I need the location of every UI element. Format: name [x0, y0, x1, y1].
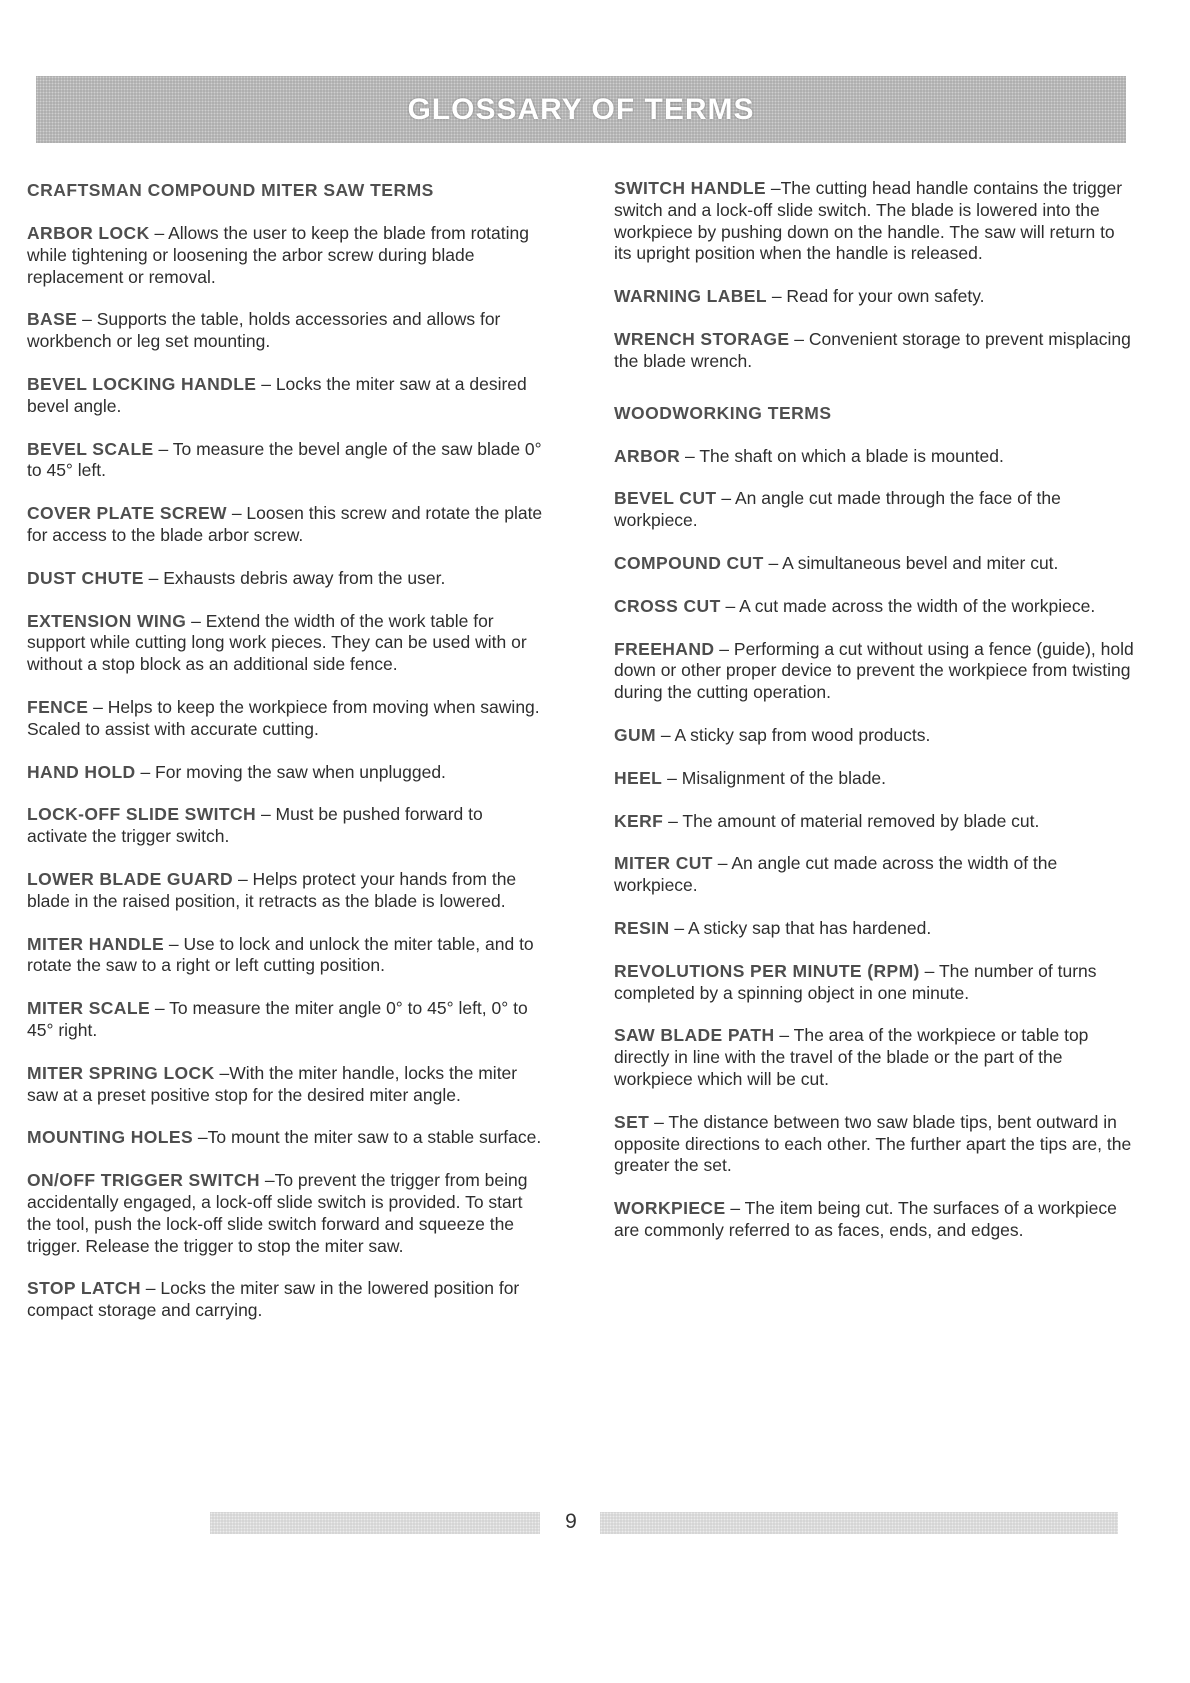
glossary-term: COMPOUND CUT [614, 552, 764, 573]
glossary-definition: – Allows the user to keep the blade from rotating while tightening or loosening the arbor screw during blade replacement or removal. [27, 223, 529, 287]
glossary-definition: – The number of turns completed by a spinning object in one minute. [614, 960, 1097, 1003]
glossary-definition: – Misalignment of the blade. [662, 767, 887, 788]
glossary-definition: –The cutting head handle contains the trigger switch and a lock-off slide switch. The blade is lowered into the workpiece by pushing down on the handle. The saw will return to its upright position when the handle is released. [614, 178, 1123, 264]
glossary-term: SWITCH HANDLE [614, 178, 766, 198]
glossary-entry [614, 1198, 1134, 1242]
glossary-entry [614, 639, 1134, 704]
glossary-entry [27, 223, 547, 288]
glossary-term: MOUNTING HOLES [27, 1127, 194, 1148]
glossary-definition: –To prevent the trigger from being accidentally engaged, a lock-off slide switch is provided. To start the tool, push the lock-off slide switch forward and squeeze the trigger. Release the trigger to stop the miter saw. [27, 1170, 528, 1256]
glossary-definition: – A simultaneous bevel and miter cut. [763, 552, 1059, 573]
glossary-definition: – To measure the bevel angle of the saw blade 0° to 45° left. [27, 438, 542, 481]
section-heading-craftsman-terms: CRAFTSMAN COMPOUND MITER SAW TERMS [27, 180, 434, 200]
glossary-term: LOCK-OFF SLIDE SWITCH [27, 804, 257, 825]
right-column [614, 178, 1134, 1263]
glossary-entry [27, 568, 547, 590]
glossary-term: GUM [614, 724, 657, 745]
glossary-definition: – Helps protect your hands from the blade in the raised position, it retracts as the blade is lowered. [27, 868, 517, 911]
glossary-term: EXTENSION WING [27, 610, 187, 631]
glossary-entry [614, 918, 1134, 940]
glossary-term: HEEL [614, 767, 663, 788]
glossary-entry [614, 853, 1134, 897]
section-heading-woodworking-terms: WOODWORKING TERMS [614, 402, 832, 423]
glossary-term: STOP LATCH [27, 1278, 141, 1299]
right-glossary-list-top [614, 178, 1134, 373]
glossary-definition: – The amount of material removed by blade cut. [663, 810, 1040, 831]
glossary-definition: – Locks the miter saw at a desired bevel angle. [27, 373, 527, 416]
glossary-definition: – Loosen this screw and rotate the plate for access to the blade arbor screw. [27, 503, 543, 545]
glossary-definition: – Performing a cut without using a fence (guide), hold down or other proper device to prevent the workpiece from twisting during the cutting operation. [614, 638, 1134, 703]
glossary-term: RESIN [614, 917, 670, 938]
glossary-definition: – A sticky sap from wood products. [656, 724, 931, 745]
glossary-entry [614, 446, 1134, 468]
glossary-entry [27, 934, 547, 978]
glossary-term: BEVEL CUT [614, 488, 717, 509]
glossary-term: MITER HANDLE [27, 933, 165, 954]
glossary-entry [614, 286, 1134, 308]
glossary-entry [614, 961, 1134, 1005]
glossary-entry [614, 1112, 1134, 1177]
glossary-definition: –With the miter handle, locks the miter saw at a preset positive stop for the desired miter angle. [27, 1062, 518, 1105]
glossary-entry [27, 1063, 547, 1107]
glossary-banner [36, 76, 1126, 143]
glossary-entry [614, 811, 1134, 833]
glossary-definition: – Read for your own safety. [766, 286, 985, 307]
glossary-term: FREEHAND [614, 638, 715, 659]
glossary-entry [614, 488, 1134, 532]
glossary-definition: – The shaft on which a blade is mounted. [680, 445, 1004, 466]
glossary-term: WORKPIECE [614, 1198, 726, 1219]
glossary-definition: – Extend the width of the work table for support while cutting long work pieces. They can be used with or without a stop block as an additional side fence. [27, 610, 527, 675]
right-glossary-list [614, 446, 1134, 1242]
glossary-entry [27, 1127, 547, 1149]
left-glossary-list [27, 223, 547, 1322]
glossary-entry [27, 309, 547, 353]
glossary-definition: – Must be pushed forward to activate the trigger switch. [27, 804, 483, 847]
glossary-term: REVOLUTIONS PER MINUTE (RPM) [614, 960, 920, 981]
footer-decoration-right [600, 1512, 1118, 1534]
glossary-definition: – The area of the workpiece or table top directly in line with the travel of the blade or the part of the workpiece which will be cut. [614, 1025, 1089, 1089]
glossary-entry [27, 762, 547, 784]
glossary-term: MITER SPRING LOCK [27, 1062, 215, 1083]
page-title: GLOSSARY OF TERMS [407, 92, 755, 126]
glossary-entry [27, 374, 547, 418]
glossary-entry [27, 503, 547, 547]
glossary-term: HAND HOLD [27, 761, 136, 782]
glossary-term: ARBOR LOCK [27, 223, 150, 243]
glossary-entry [614, 1025, 1134, 1090]
glossary-definition: – Exhausts debris away from the user. [143, 567, 446, 588]
glossary-definition: – To measure the miter angle 0° to 45° left, 0° to 45° right. [27, 998, 528, 1040]
glossary-term: SET [614, 1111, 650, 1132]
glossary-entry [27, 998, 547, 1042]
glossary-term: CROSS CUT [614, 595, 721, 616]
glossary-definition: – An angle cut made across the width of the workpiece. [614, 853, 1058, 896]
glossary-entry [27, 804, 547, 848]
glossary-term: DUST CHUTE [27, 567, 144, 588]
glossary-entry [27, 439, 547, 483]
glossary-entry [614, 768, 1134, 790]
glossary-term: LOWER BLADE GUARD [27, 868, 234, 889]
glossary-entry [27, 1278, 547, 1322]
glossary-definition: – Supports the table, holds accessories and allows for workbench or leg set mounting. [27, 309, 501, 352]
glossary-definition: – For moving the saw when unplugged. [135, 761, 446, 782]
glossary-definition: – The distance between two saw blade tips, bent outward in opposite directions to each other. The further apart the tips are, the greater the set. [614, 1111, 1132, 1176]
glossary-entry [27, 1170, 547, 1257]
glossary-term: MITER SCALE [27, 998, 151, 1019]
glossary-entry [614, 178, 1134, 265]
glossary-definition: –To mount the miter saw to a stable surface. [193, 1127, 542, 1148]
glossary-entry [27, 869, 547, 913]
glossary-definition: – The item being cut. The surfaces of a workpiece are commonly referred to as faces, ends, and edges. [614, 1198, 1117, 1240]
page-number: 9 [565, 1510, 577, 1533]
footer-decoration-left [210, 1512, 540, 1534]
glossary-definition: – An angle cut made through the face of the workpiece. [614, 488, 1061, 531]
glossary-entry [27, 611, 547, 676]
glossary-term: ARBOR [614, 445, 681, 466]
page-footer [0, 1510, 1190, 1538]
glossary-entry [614, 553, 1134, 575]
glossary-term: WRENCH STORAGE [614, 328, 790, 349]
glossary-term: ON/OFF TRIGGER SWITCH [27, 1170, 260, 1191]
glossary-term: COVER PLATE SCREW [27, 503, 227, 524]
glossary-entry [27, 697, 547, 741]
glossary-entry [614, 725, 1134, 747]
glossary-definition: – Locks the miter saw in the lowered position for compact storage and carrying. [27, 1278, 520, 1321]
glossary-term: KERF [614, 810, 664, 831]
glossary-definition: – Convenient storage to prevent misplacing the blade wrench. [614, 328, 1131, 371]
glossary-definition: – A sticky sap that has hardened. [669, 917, 932, 938]
glossary-term: BEVEL LOCKING HANDLE [27, 373, 257, 394]
glossary-term: SAW BLADE PATH [614, 1025, 775, 1046]
glossary-term: MITER CUT [614, 853, 713, 874]
left-column [27, 180, 547, 1343]
glossary-term: WARNING LABEL [614, 286, 767, 307]
glossary-term: BASE [27, 309, 78, 330]
glossary-term: FENCE [27, 696, 89, 717]
glossary-definition: – Use to lock and unlock the miter table, and to rotate the saw to a right or left cutting position. [27, 933, 534, 976]
glossary-term: BEVEL SCALE [27, 438, 154, 459]
glossary-entry [614, 596, 1134, 618]
glossary-entry [614, 329, 1134, 373]
glossary-definition: – A cut made across the width of the workpiece. [720, 595, 1096, 616]
glossary-definition: – Helps to keep the workpiece from moving when sawing. Scaled to assist with accurate cutting. [27, 696, 540, 739]
